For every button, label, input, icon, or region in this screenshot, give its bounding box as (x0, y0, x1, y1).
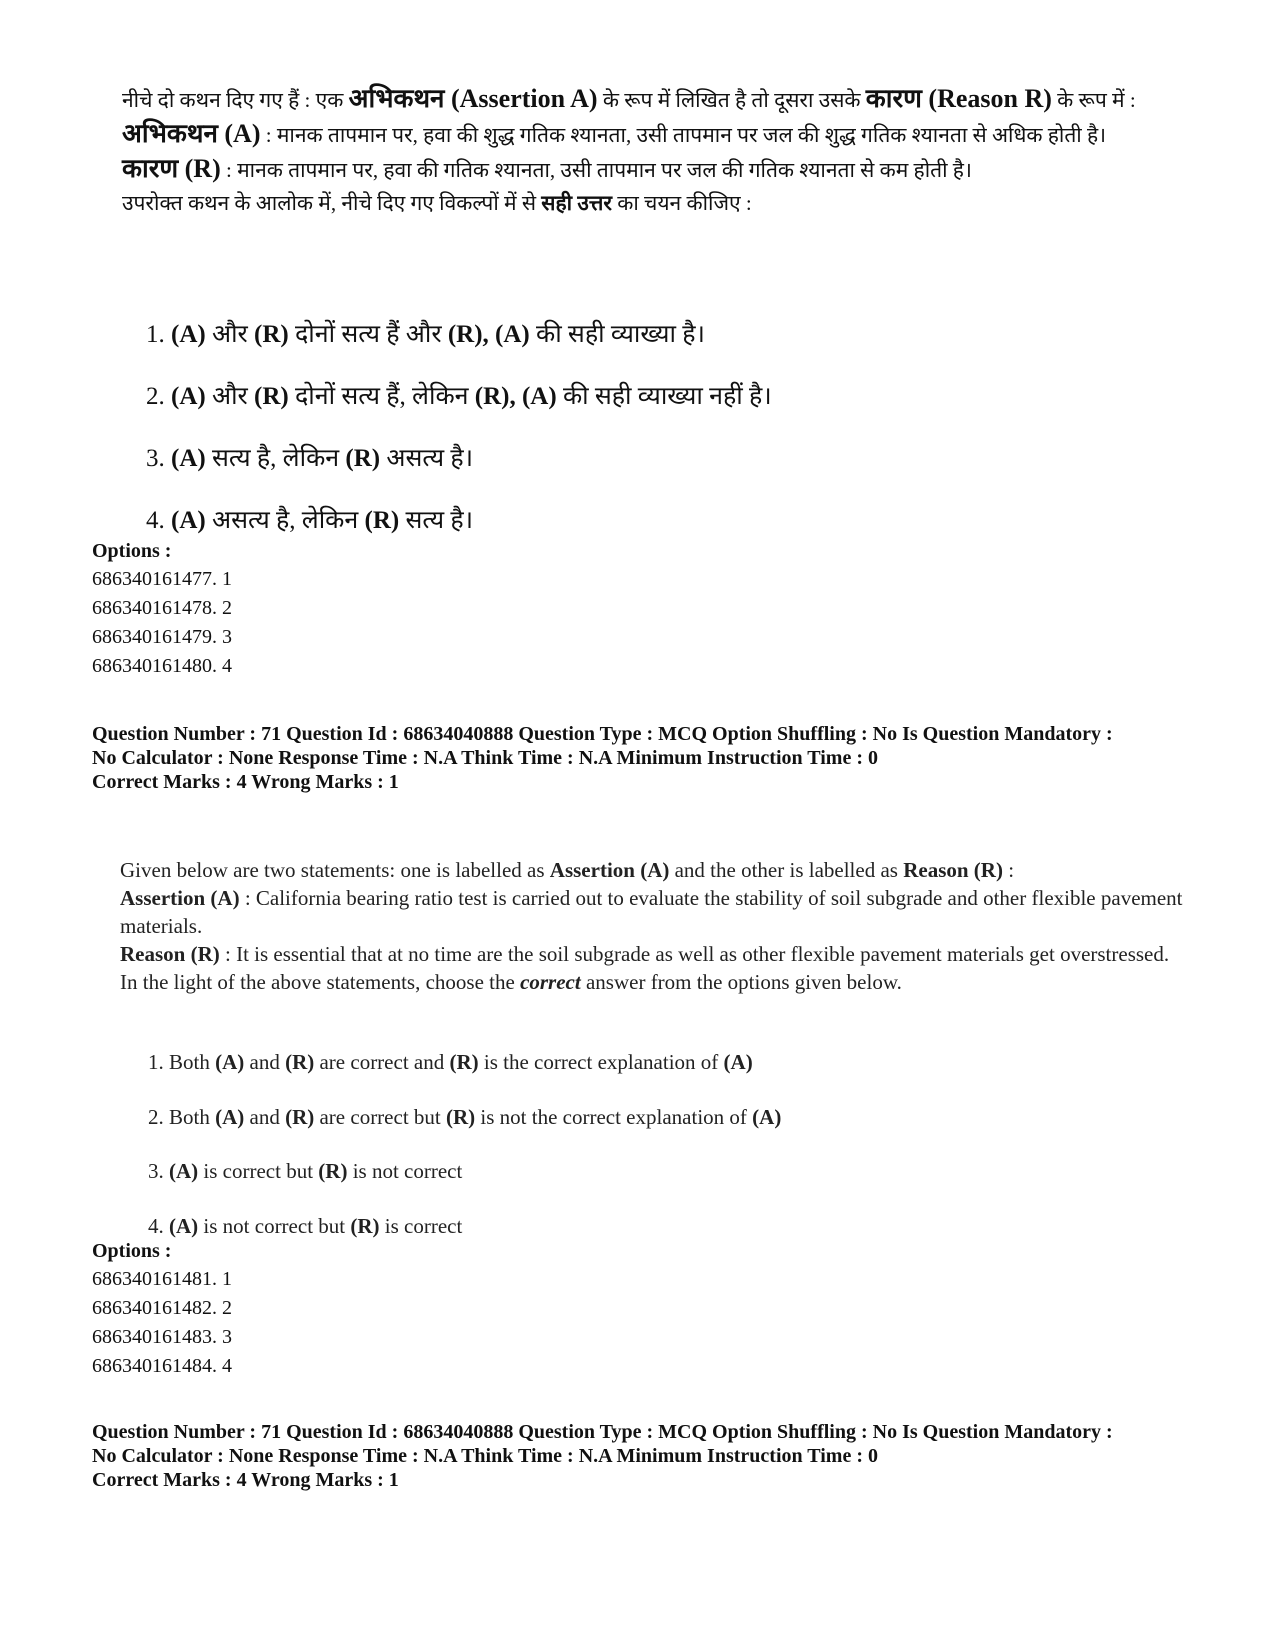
option-id-item: 686340161480. 4 (92, 655, 232, 677)
option-id-item: 686340161483. 3 (92, 1326, 232, 1348)
meta-line: Question Number : 71 Question Id : 68634040888 Question Type : MCQ Option Shuffling : No Is Question Mandatory : (92, 1421, 1113, 1443)
english-reason: Reason (R) : It is essential that at no time are the soil subgrade as well as other flexible pavement materials get overstressed. (120, 942, 1170, 966)
hindi-question-text (122, 82, 1192, 220)
english-answer-choices (148, 1048, 781, 1266)
meta-line: No Calculator : None Response Time : N.A Think Time : N.A Minimum Instruction Time : 0 (92, 747, 878, 769)
meta-line: No Calculator : None Response Time : N.A Think Time : N.A Minimum Instruction Time : 0 (92, 1445, 878, 1467)
option-id-item: 686340161478. 2 (92, 597, 232, 619)
meta-line: Question Number : 71 Question Id : 68634040888 Question Type : MCQ Option Shuffling : No Is Question Mandatory : (92, 723, 1113, 745)
question-meta (92, 722, 1212, 794)
options-list (92, 565, 232, 681)
option-id-item: 686340161479. 3 (92, 626, 232, 648)
english-choice-3: 3. (A) is correct but (R) is not correct (148, 1159, 463, 1183)
english-assertion: Assertion (A) : California bearing ratio test is carried out to evaluate the stability of soil subgrade and other flexible pavement materials. (120, 886, 1183, 938)
options-list (92, 1265, 232, 1381)
english-intro: Given below are two statements: one is labelled as Assertion (A) and the other is labelled as Reason (R) : (120, 858, 1015, 882)
english-choice-1: 1. Both (A) and (R) are correct and (R) is the correct explanation of (A) (148, 1050, 753, 1074)
meta-marks: Correct Marks : 4 Wrong Marks : 1 (92, 1469, 399, 1491)
option-id-item: 686340161484. 4 (92, 1355, 232, 1377)
option-id-item: 686340161482. 2 (92, 1297, 232, 1319)
hindi-intro: नीचे दो कथन दिए गए हैं : एक अभिकथन (Assertion A) के रूप में लिखित है तो दूसरा उसके कारण (Reason R) के रूप में : (122, 84, 1136, 113)
hindi-choice-4: 4. (A) असत्य है, लेकिन (R) सत्य है। (146, 507, 474, 534)
question-meta (92, 1420, 1212, 1492)
english-instruction: In the light of the above statements, choose the correct answer from the options given below. (120, 970, 902, 994)
hindi-assertion: अभिकथन (A) : मानक तापमान पर, हवा की शुद्ध गतिक श्यानता, उसी तापमान पर जल की शुद्ध गतिक श्यानता से अधिक होती है। (122, 119, 1107, 148)
english-choice-2: 2. Both (A) and (R) are correct but (R) is not the correct explanation of (A) (148, 1104, 782, 1129)
hindi-reason: कारण (R) : मानक तापमान पर, हवा की गतिक श्यानता, उसी तापमान पर जल की गतिक श्यानता से कम होती है। (122, 154, 972, 183)
hindi-answer-choices (146, 318, 772, 566)
english-question-text (120, 856, 1195, 996)
english-choice-4: 4. (A) is not correct but (R) is correct (148, 1213, 463, 1238)
hindi-choice-1: 1. (A) और (R) दोनों सत्य हैं और (R), (A) की सही व्याख्या है। (146, 321, 705, 348)
option-id-item: 686340161477. 1 (92, 568, 232, 590)
hindi-instruction: उपरोक्त कथन के आलोक में, नीचे दिए गए विकल्पों में से सही उत्तर का चयन कीजिए : (122, 191, 752, 215)
options-heading: Options : (92, 540, 172, 562)
hindi-choice-2: 2. (A) और (R) दोनों सत्य हैं, लेकिन (R), (A) की सही व्याख्या नहीं है। (146, 383, 772, 410)
hindi-choice-3: 3. (A) सत्य है, लेकिन (R) असत्य है। (146, 445, 474, 472)
options-heading: Options : (92, 1240, 172, 1262)
meta-marks: Correct Marks : 4 Wrong Marks : 1 (92, 771, 399, 793)
option-id-item: 686340161481. 1 (92, 1268, 232, 1290)
